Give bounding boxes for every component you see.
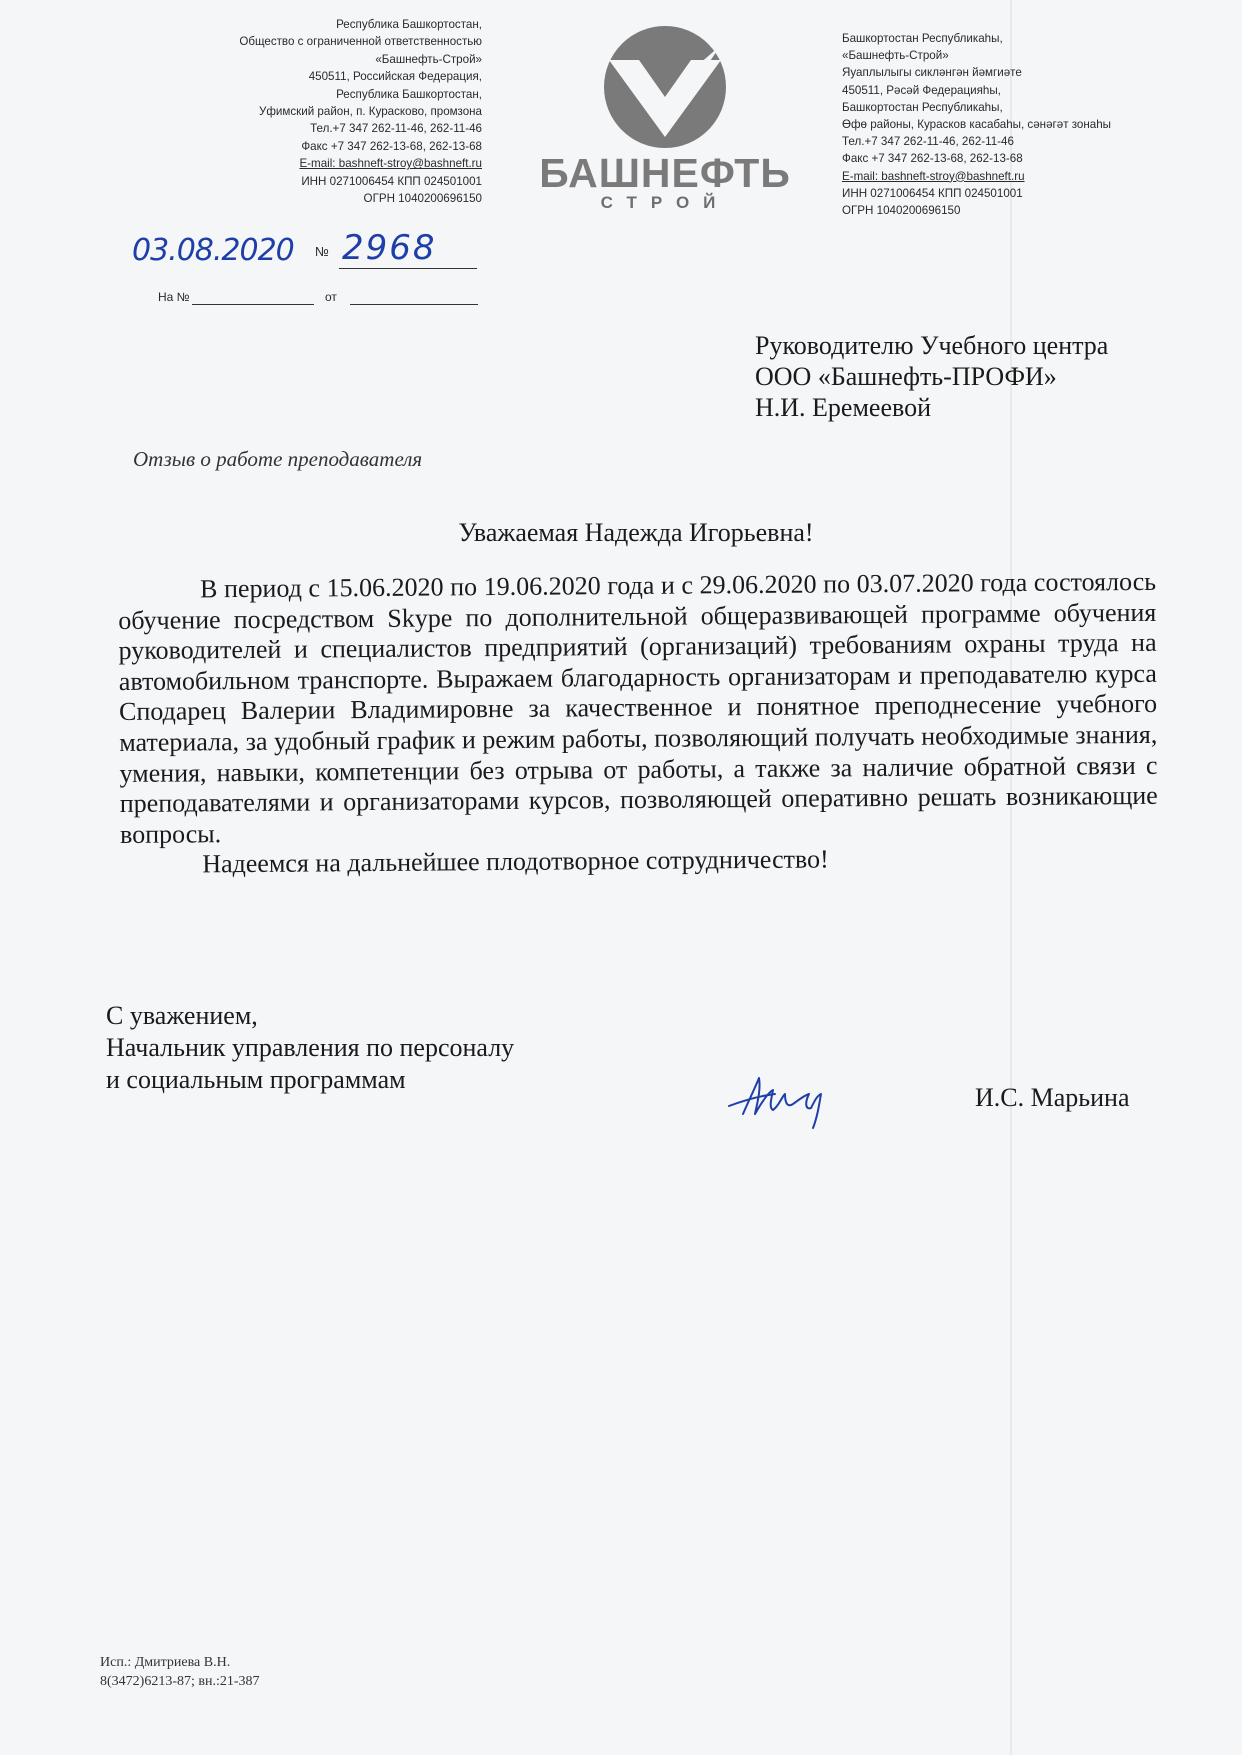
incoming-reference — [158, 290, 478, 312]
header-right-line: Яуаплылыгы сикләнгән йәмгиәте — [842, 66, 1022, 80]
footer-executor — [100, 1653, 260, 1691]
company-logo — [525, 25, 805, 215]
header-left-line: Тел.+7 347 262-11-46, 262-11-46 — [310, 122, 482, 136]
header-right-email[interactable]: E-mail: bashneft-stroy@bashneft.ru — [842, 169, 1025, 183]
salutation: Уважаемая Надежда Игорьевна! — [458, 518, 814, 547]
incoming-date-blank — [350, 304, 478, 305]
outgoing-date: 03.08.2020 — [132, 233, 294, 268]
header-left-line: 450511, Российская Федерация, — [308, 70, 482, 84]
header-left-line: Уфимский район, п. Курасково, промзона — [259, 105, 482, 119]
header-left-line: Общество с ограниченной ответственностью — [239, 35, 482, 49]
signer-name: И.С. Марьина — [975, 1083, 1130, 1112]
addressee-line: ООО «Башнефть-ПРОФИ» — [755, 362, 1057, 391]
header-left-line: Республика Башкортостан, — [336, 18, 482, 31]
header-left-line: Республика Башкортостан, — [336, 87, 482, 101]
incoming-date-label: от — [325, 290, 337, 304]
executor-phone: 8(3472)6213-87; вн.:21-387 — [100, 1674, 260, 1689]
logo-name: БАШНЕФТЬ — [539, 150, 791, 196]
outgoing-number-label: № — [315, 244, 329, 259]
header-right-line: Факс +7 347 262-13-68, 262-13-68 — [842, 152, 1023, 166]
logo-emblem-icon — [525, 25, 805, 150]
letter-body — [118, 567, 1158, 881]
header-right-requisites — [842, 30, 1172, 219]
header-right-line: 450511, Рәсәй Федерацияhы, — [842, 83, 1001, 97]
addressee-block — [755, 330, 1108, 423]
body-paragraph: Надеемся на дальнейшее плодотворное сотрудничество! — [202, 844, 829, 879]
header-left-line: «Башнефть-Строй» — [375, 52, 482, 66]
closing-block — [106, 1000, 514, 1096]
header-left-requisites — [150, 16, 482, 207]
handwritten-signature — [725, 1070, 835, 1130]
incoming-number-blank — [192, 304, 314, 305]
header-left-email[interactable]: E-mail: bashneft-stroy@bashneft.ru — [299, 157, 482, 171]
addressee-line: Н.И. Еремеевой — [755, 393, 932, 422]
header-right-line: Башкортостан Республикаhы, — [842, 100, 1003, 114]
executor-name: Исп.: Дмитриева В.Н. — [100, 1655, 231, 1670]
header-right-line: ИНН 0271006454 КПП 024501001 — [842, 186, 1023, 200]
scan-fold-line — [1010, 0, 1012, 1755]
logo-subtitle: СТРОЙ — [600, 193, 730, 212]
header-right-line: Өфө районы, Курасков касабаhы, сәнәгәт зонаhы — [842, 118, 1111, 132]
addressee-line: Руководителю Учебного центра — [755, 331, 1109, 360]
outgoing-registration — [132, 228, 477, 272]
header-right-line: Тел.+7 347 262-11-46, 262-11-46 — [842, 135, 1014, 149]
body-paragraph: В период с 15.06.2020 по 19.06.2020 года и с 29.06.2020 по 03.07.2020 года состоялось обучение посредством Skype по дополнительной общеразвивающей программе обучения руководителей и специалистов предприятий (организаций) требованиям охраны труда на автомобильном транспорте. Выражаем благодарность организаторам и преподавателю курса Сподарец Валерии Владимировне за качественное и понятное преподнесение учебного материала, за удобный график и режим работы, позволяющий получать необходимые знания, умения, навыки, компетенции без отрыва от работы, а также за наличие обратной связи с преподавателями и организаторами курсов, позволяющей оперативно решать возникающие вопросы. — [118, 566, 1158, 849]
outgoing-number: 2968 — [342, 228, 437, 268]
header-right-line: Башкортостан Республикаhы, — [842, 32, 1003, 45]
header-left-line: Факс +7 347 262-13-68, 262-13-68 — [301, 139, 482, 153]
header-right-line: «Башнефть-Строй» — [842, 49, 949, 63]
closing-line: С уважением, — [106, 1001, 258, 1030]
letter-subject: Отзыв о работе преподавателя — [133, 447, 423, 471]
header-left-line: ОГРН 1040200696150 — [363, 192, 482, 206]
header-right-line: ОГРН 1040200696150 — [842, 204, 961, 218]
incoming-number-label: На № — [158, 290, 190, 304]
signer-position: и социальным программам — [106, 1065, 406, 1094]
signer-position: Начальник управления по персоналу — [106, 1033, 515, 1062]
outgoing-number-underline — [339, 268, 477, 269]
header-left-line: ИНН 0271006454 КПП 024501001 — [301, 174, 482, 188]
